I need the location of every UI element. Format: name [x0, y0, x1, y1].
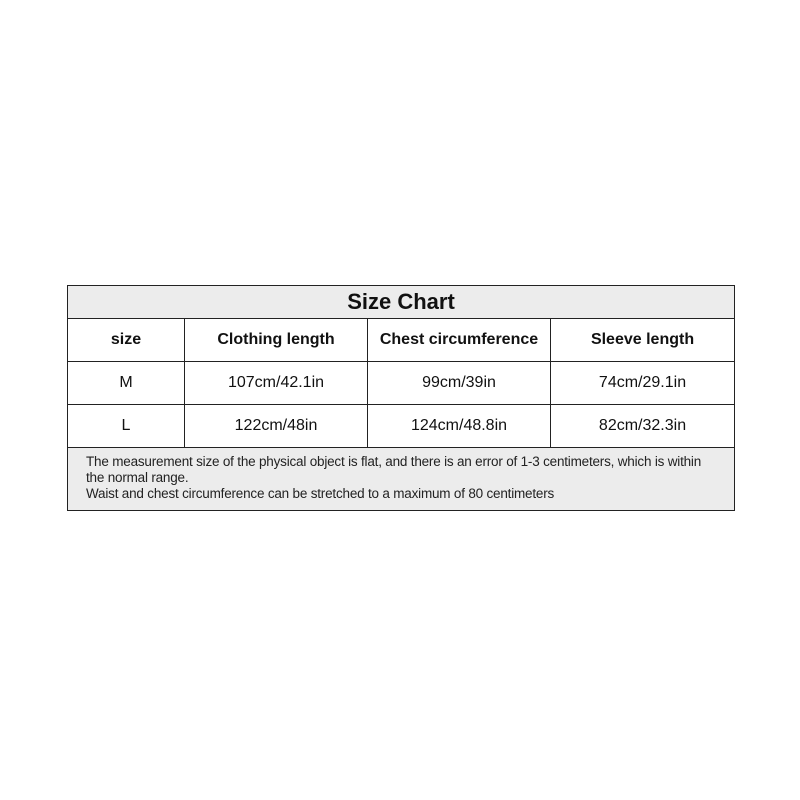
cell-sleeve-length: 82cm/32.3in	[551, 405, 735, 448]
header-chest-circumference: Chest circumference	[368, 319, 551, 362]
cell-size: M	[68, 362, 185, 405]
note-measurement-error: The measurement size of the physical object is flat, and there is an error of 1-3 centimeters, which is within the normal range.	[86, 454, 702, 485]
cell-chest-circumference: 124cm/48.8in	[368, 405, 551, 448]
header-sleeve-length: Sleeve length	[551, 319, 735, 362]
header-row	[68, 319, 735, 362]
cell-size: L	[68, 405, 185, 448]
cell-clothing-length: 107cm/42.1in	[185, 362, 368, 405]
table-row	[68, 362, 735, 405]
note-stretch-limit: Waist and chest circumference can be stretched to a maximum of 80 centimeters	[86, 486, 555, 501]
measurement-notes	[68, 448, 735, 511]
cell-chest-circumference: 99cm/39in	[368, 362, 551, 405]
cell-clothing-length: 122cm/48in	[185, 405, 368, 448]
table-row	[68, 405, 735, 448]
header-size: size	[68, 319, 185, 362]
header-clothing-length: Clothing length	[185, 319, 368, 362]
cell-sleeve-length: 74cm/29.1in	[551, 362, 735, 405]
table-title: Size Chart	[68, 286, 735, 319]
size-chart-table	[67, 285, 735, 511]
